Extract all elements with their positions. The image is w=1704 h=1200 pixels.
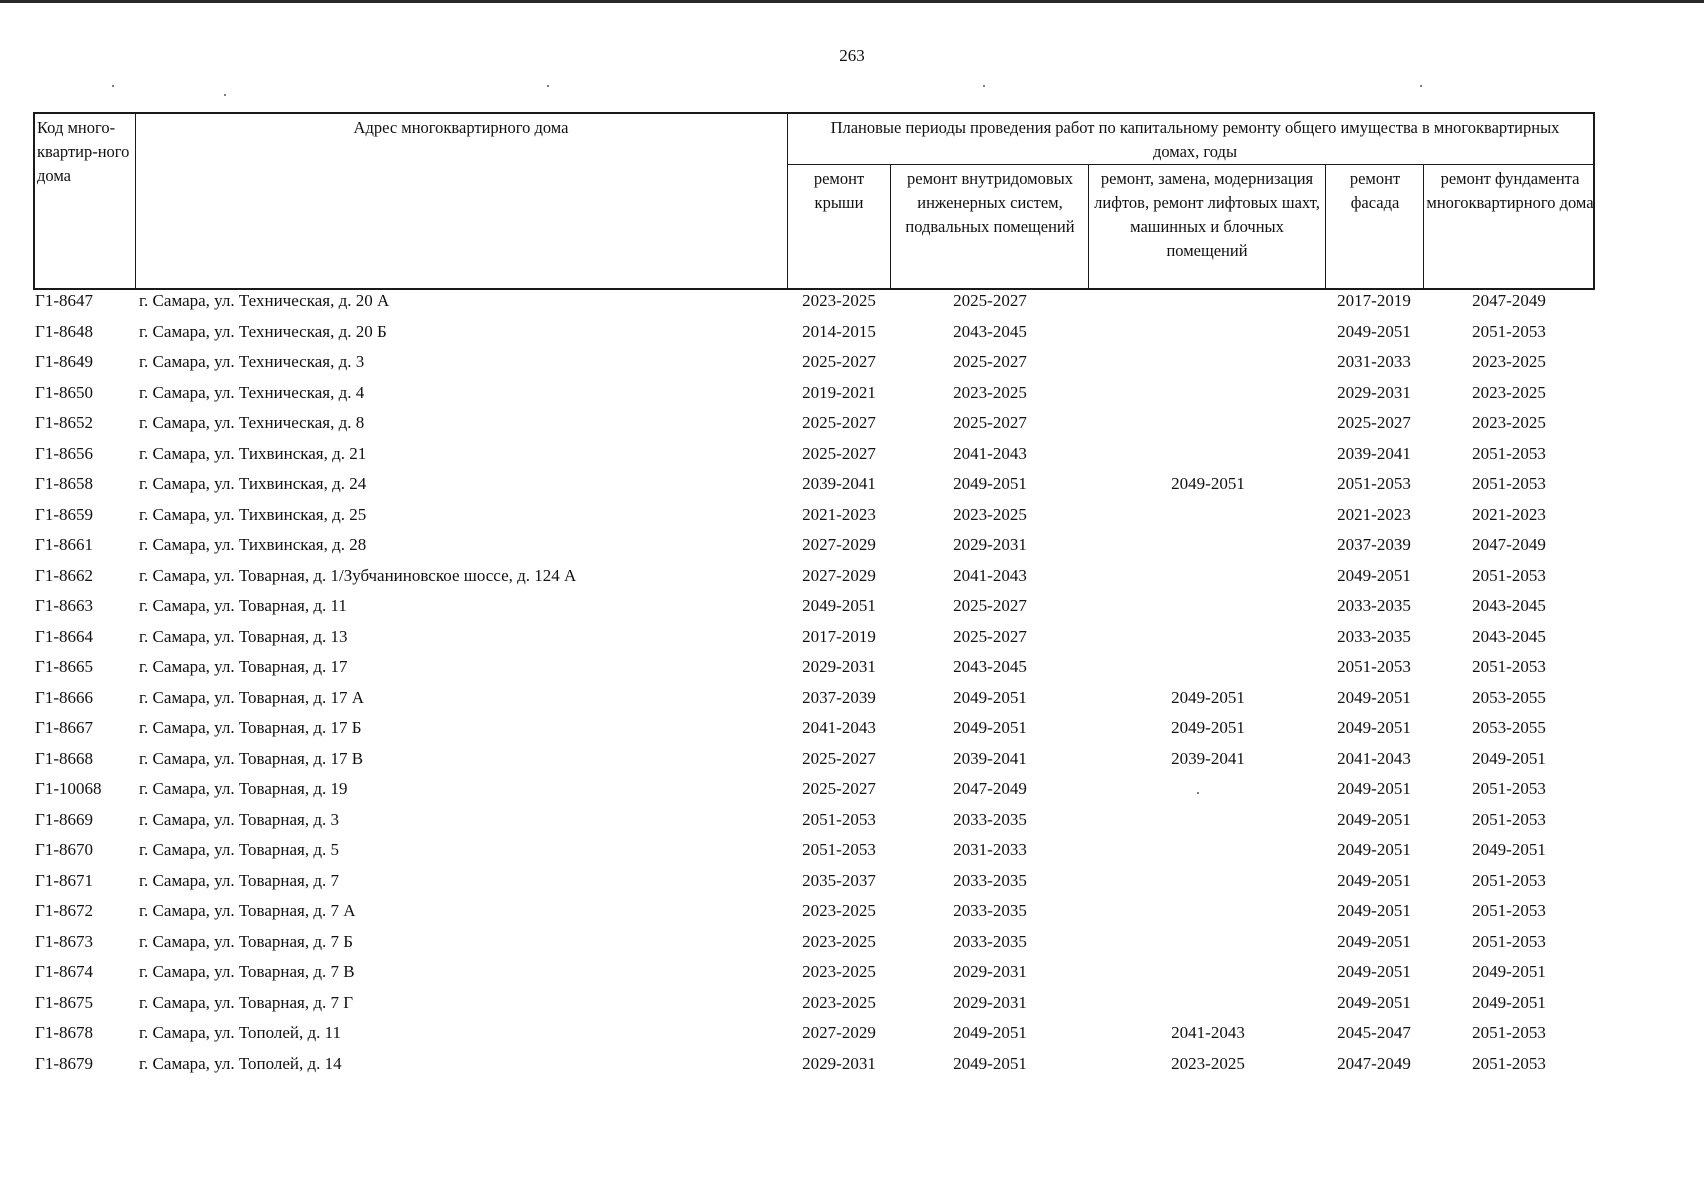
house-address: г. Самара, ул. Товарная, д. 17: [139, 657, 348, 676]
house-code: Г1-8672: [35, 901, 93, 920]
facade-period: 2049-2051: [1337, 962, 1411, 981]
table-row: [0, 563, 1704, 594]
house-code: Г1-8658: [35, 474, 93, 493]
roof-period: 2023-2025: [802, 992, 876, 1012]
table-row: [0, 471, 1704, 502]
scan-speck: [1420, 85, 1422, 87]
engineering-period: 2025-2027: [953, 626, 1027, 646]
house-code: Г1-8656: [35, 443, 93, 463]
header-divider: [787, 114, 788, 288]
house-address: г. Самара, ул. Тихвинская, д. 21: [139, 443, 367, 463]
house-address: г. Самара, ул. Товарная, д. 19: [139, 779, 348, 798]
facade-period: 2049-2051: [1337, 901, 1411, 920]
foundation-period: 2049-2051: [1472, 840, 1546, 859]
engineering-period: 2029-2031: [953, 535, 1027, 554]
facade-period: 2031-2033: [1337, 352, 1411, 371]
table-row: [0, 837, 1704, 868]
header-facade: ремонт фасада: [1349, 169, 1401, 212]
table-row: [0, 288, 1704, 319]
roof-period: 2035-2037: [802, 870, 876, 890]
scan-speck: [1197, 792, 1199, 794]
table-row: [0, 654, 1704, 685]
roof-period: 2023-2025: [802, 931, 876, 951]
header-divider: [787, 164, 1593, 165]
roof-period: 2051-2053: [802, 840, 876, 859]
roof-period: 2014-2015: [802, 321, 876, 341]
house-code: Г1-8665: [35, 657, 93, 676]
foundation-period: 2047-2049: [1472, 291, 1546, 310]
house-address: г. Самара, ул. Тихвинская, д. 24: [139, 474, 367, 493]
engineering-period: 2043-2045: [953, 321, 1027, 341]
header-lifts: ремонт, замена, модернизация лифтов, ремонт лифтовых шахт, машинных и блочных помещений: [1094, 169, 1320, 260]
roof-period: 2027-2029: [802, 565, 876, 585]
table-row: [0, 990, 1704, 1021]
facade-period: 2049-2051: [1337, 687, 1411, 707]
foundation-period: 2051-2053: [1472, 474, 1546, 493]
facade-period: 2051-2053: [1337, 657, 1411, 676]
house-address: г. Самара, ул. Товарная, д. 7 Г: [139, 992, 354, 1012]
engineering-period: 2039-2041: [953, 748, 1027, 768]
foundation-period: 2051-2053: [1472, 809, 1546, 829]
table-body: [0, 288, 1704, 1081]
lifts-period: 2023-2025: [1171, 1053, 1245, 1073]
facade-period: 2049-2051: [1337, 809, 1411, 829]
engineering-period: 2047-2049: [953, 779, 1027, 798]
foundation-period: 2049-2051: [1472, 992, 1546, 1012]
engineering-period: 2041-2043: [953, 443, 1027, 463]
house-address: г. Самара, ул. Тихвинская, д. 25: [139, 504, 367, 524]
facade-period: 2017-2019: [1337, 291, 1411, 310]
engineering-period: 2049-2051: [953, 1023, 1027, 1042]
house-code: Г1-8669: [35, 809, 93, 829]
house-address: г. Самара, ул. Товарная, д. 7: [139, 870, 339, 890]
facade-period: 2049-2051: [1337, 321, 1411, 341]
roof-period: 2025-2027: [802, 352, 876, 371]
roof-period: 2025-2027: [802, 443, 876, 463]
facade-period: 2049-2051: [1337, 931, 1411, 951]
engineering-period: 2033-2035: [953, 809, 1027, 829]
foundation-period: 2023-2025: [1472, 352, 1546, 371]
roof-period: 2017-2019: [802, 626, 876, 646]
house-code: Г1-8673: [35, 931, 93, 951]
table-row: [0, 929, 1704, 960]
table-row: [0, 502, 1704, 533]
house-code: Г1-8662: [35, 565, 93, 585]
house-address: г. Самара, ул. Товарная, д. 1/Зубчаниновское шоссе, д. 124 А: [139, 565, 577, 585]
engineering-period: 2031-2033: [953, 840, 1027, 859]
engineering-period: 2025-2027: [953, 596, 1027, 615]
header-foundation: ремонт фундамента многоквартирного дома: [1426, 169, 1594, 212]
roof-period: 2025-2027: [802, 748, 876, 768]
engineering-period: 2049-2051: [953, 1053, 1027, 1073]
house-address: г. Самара, ул. Тихвинская, д. 28: [139, 535, 367, 554]
house-code: Г1-8670: [35, 840, 93, 859]
engineering-period: 2023-2025: [953, 504, 1027, 524]
house-address: г. Самара, ул. Тополей, д. 14: [139, 1053, 342, 1073]
engineering-period: 2033-2035: [953, 870, 1027, 890]
roof-period: 2049-2051: [802, 596, 876, 615]
foundation-period: 2053-2055: [1472, 718, 1546, 737]
house-address: г. Самара, ул. Товарная, д. 11: [139, 596, 347, 615]
roof-period: 2025-2027: [802, 413, 876, 432]
header-divider: [1423, 164, 1424, 288]
foundation-period: 2051-2053: [1472, 1023, 1546, 1042]
house-code: Г1-8659: [35, 504, 93, 524]
header-divider: [135, 114, 136, 288]
header-code: Код много-квартир-ного дома: [37, 118, 130, 185]
house-address: г. Самара, ул. Товарная, д. 13: [139, 626, 348, 646]
foundation-period: 2051-2053: [1472, 779, 1546, 798]
top-rule: [0, 0, 1704, 3]
engineering-period: 2041-2043: [953, 565, 1027, 585]
facade-period: 2045-2047: [1337, 1023, 1411, 1042]
facade-period: 2041-2043: [1337, 748, 1411, 768]
foundation-period: 2051-2053: [1472, 931, 1546, 951]
foundation-period: 2051-2053: [1472, 870, 1546, 890]
house-code: Г1-8667: [35, 718, 93, 737]
engineering-period: 2025-2027: [953, 413, 1027, 432]
header-divider: [1088, 164, 1089, 288]
page-number: 263: [839, 46, 865, 65]
house-code: Г1-8647: [35, 291, 93, 310]
roof-period: 2029-2031: [802, 1053, 876, 1073]
header-roof: ремонт крыши: [813, 169, 865, 212]
facade-period: 2025-2027: [1337, 413, 1411, 432]
table-row: [0, 441, 1704, 472]
table-row: [0, 532, 1704, 563]
engineering-period: 2049-2051: [953, 474, 1027, 493]
house-code: Г1-8674: [35, 962, 93, 981]
house-address: г. Самара, ул. Товарная, д. 3: [139, 809, 339, 829]
scan-speck: [983, 85, 985, 87]
house-code: Г1-10068: [35, 779, 102, 798]
facade-period: 2047-2049: [1337, 1053, 1411, 1073]
facade-period: 2049-2051: [1337, 870, 1411, 890]
header-divider: [890, 164, 891, 288]
house-address: г. Самара, ул. Техническая, д. 8: [139, 413, 365, 432]
foundation-period: 2049-2051: [1472, 962, 1546, 981]
lifts-period: 2049-2051: [1171, 474, 1245, 493]
table-row: [0, 868, 1704, 899]
table-row: [0, 685, 1704, 716]
header-engineering: ремонт внутридомовых инженерных систем, подвальных помещений: [905, 169, 1075, 236]
table-row: [0, 319, 1704, 350]
foundation-period: 2051-2053: [1472, 1053, 1546, 1073]
house-code: Г1-8649: [35, 352, 93, 371]
foundation-period: 2051-2053: [1472, 321, 1546, 341]
engineering-period: 2029-2031: [953, 992, 1027, 1012]
engineering-period: 2023-2025: [953, 382, 1027, 402]
scan-speck: [547, 85, 549, 87]
house-address: г. Самара, ул. Товарная, д. 7 Б: [139, 931, 353, 951]
roof-period: 2025-2027: [802, 779, 876, 798]
lifts-period: 2049-2051: [1171, 687, 1245, 707]
house-address: г. Самара, ул. Техническая, д. 20 А: [139, 291, 390, 310]
roof-period: 2039-2041: [802, 474, 876, 493]
facade-period: 2033-2035: [1337, 626, 1411, 646]
roof-period: 2029-2031: [802, 657, 876, 676]
facade-period: 2049-2051: [1337, 779, 1411, 798]
engineering-period: 2025-2027: [953, 352, 1027, 371]
table-row: [0, 898, 1704, 929]
roof-period: 2019-2021: [802, 382, 876, 402]
table-row: [0, 1020, 1704, 1051]
roof-period: 2037-2039: [802, 687, 876, 707]
roof-period: 2041-2043: [802, 718, 876, 737]
table-row: [0, 746, 1704, 777]
facade-period: 2021-2023: [1337, 504, 1411, 524]
engineering-period: 2049-2051: [953, 718, 1027, 737]
house-code: Г1-8678: [35, 1023, 93, 1042]
table-row: [0, 959, 1704, 990]
house-code: Г1-8679: [35, 1053, 93, 1073]
facade-period: 2029-2031: [1337, 382, 1411, 402]
roof-period: 2023-2025: [802, 901, 876, 920]
scan-speck: [112, 85, 114, 87]
facade-period: 2039-2041: [1337, 443, 1411, 463]
foundation-period: 2043-2045: [1472, 596, 1546, 615]
table-row: [0, 410, 1704, 441]
house-address: г. Самара, ул. Товарная, д. 7 В: [139, 962, 355, 981]
foundation-period: 2023-2025: [1472, 382, 1546, 402]
table-row: [0, 593, 1704, 624]
house-address: г. Самара, ул. Техническая, д. 3: [139, 352, 365, 371]
engineering-period: 2043-2045: [953, 657, 1027, 676]
house-code: Г1-8661: [35, 535, 93, 554]
roof-period: 2023-2025: [802, 291, 876, 310]
roof-period: 2027-2029: [802, 1023, 876, 1042]
facade-period: 2049-2051: [1337, 565, 1411, 585]
house-address: г. Самара, ул. Техническая, д. 20 Б: [139, 321, 387, 341]
house-code: Г1-8663: [35, 596, 93, 615]
house-address: г. Самара, ул. Товарная, д. 17 Б: [139, 718, 362, 737]
foundation-period: 2053-2055: [1472, 687, 1546, 707]
lifts-period: 2039-2041: [1171, 748, 1245, 768]
scan-speck: [224, 94, 226, 96]
house-address: г. Самара, ул. Товарная, д. 7 А: [139, 901, 356, 920]
facade-period: 2049-2051: [1337, 840, 1411, 859]
engineering-period: 2033-2035: [953, 931, 1027, 951]
facade-period: 2033-2035: [1337, 596, 1411, 615]
house-code: Г1-8648: [35, 321, 93, 341]
house-code: Г1-8675: [35, 992, 93, 1012]
house-address: г. Самара, ул. Товарная, д. 17 А: [139, 687, 365, 707]
house-address: г. Самара, ул. Техническая, д. 4: [139, 382, 365, 402]
house-code: Г1-8650: [35, 382, 93, 402]
header-periods: Плановые периоды проведения работ по капитальному ремонту общего имущества в многоквартирных домах, годы: [830, 118, 1560, 161]
facade-period: 2049-2051: [1337, 718, 1411, 737]
foundation-period: 2047-2049: [1472, 535, 1546, 554]
foundation-period: 2023-2025: [1472, 413, 1546, 432]
foundation-period: 2051-2053: [1472, 657, 1546, 676]
engineering-period: 2049-2051: [953, 687, 1027, 707]
foundation-period: 2051-2053: [1472, 443, 1546, 463]
house-address: г. Самара, ул. Товарная, д. 17 В: [139, 748, 364, 768]
foundation-period: 2049-2051: [1472, 748, 1546, 768]
header-address: Адрес многоквартирного дома: [353, 118, 569, 137]
table-header: [33, 112, 1595, 290]
engineering-period: 2033-2035: [953, 901, 1027, 920]
lifts-period: 2041-2043: [1171, 1023, 1245, 1042]
facade-period: 2037-2039: [1337, 535, 1411, 554]
roof-period: 2023-2025: [802, 962, 876, 981]
table-row: [0, 624, 1704, 655]
house-code: Г1-8652: [35, 413, 93, 432]
table-row: [0, 1051, 1704, 1082]
header-divider: [1325, 164, 1326, 288]
roof-period: 2021-2023: [802, 504, 876, 524]
facade-period: 2049-2051: [1337, 992, 1411, 1012]
engineering-period: 2029-2031: [953, 962, 1027, 981]
table-row: [0, 776, 1704, 807]
lifts-period: 2049-2051: [1171, 718, 1245, 737]
foundation-period: 2021-2023: [1472, 504, 1546, 524]
engineering-period: 2025-2027: [953, 291, 1027, 310]
foundation-period: 2051-2053: [1472, 901, 1546, 920]
table-row: [0, 380, 1704, 411]
table-row: [0, 715, 1704, 746]
foundation-period: 2043-2045: [1472, 626, 1546, 646]
house-address: г. Самара, ул. Тополей, д. 11: [139, 1023, 342, 1042]
roof-period: 2027-2029: [802, 535, 876, 554]
house-code: Г1-8668: [35, 748, 93, 768]
table-row: [0, 349, 1704, 380]
foundation-period: 2051-2053: [1472, 565, 1546, 585]
facade-period: 2051-2053: [1337, 474, 1411, 493]
house-code: Г1-8664: [35, 626, 93, 646]
roof-period: 2051-2053: [802, 809, 876, 829]
house-address: г. Самара, ул. Товарная, д. 5: [139, 840, 339, 859]
table-row: [0, 807, 1704, 838]
house-code: Г1-8671: [35, 870, 93, 890]
house-code: Г1-8666: [35, 687, 93, 707]
